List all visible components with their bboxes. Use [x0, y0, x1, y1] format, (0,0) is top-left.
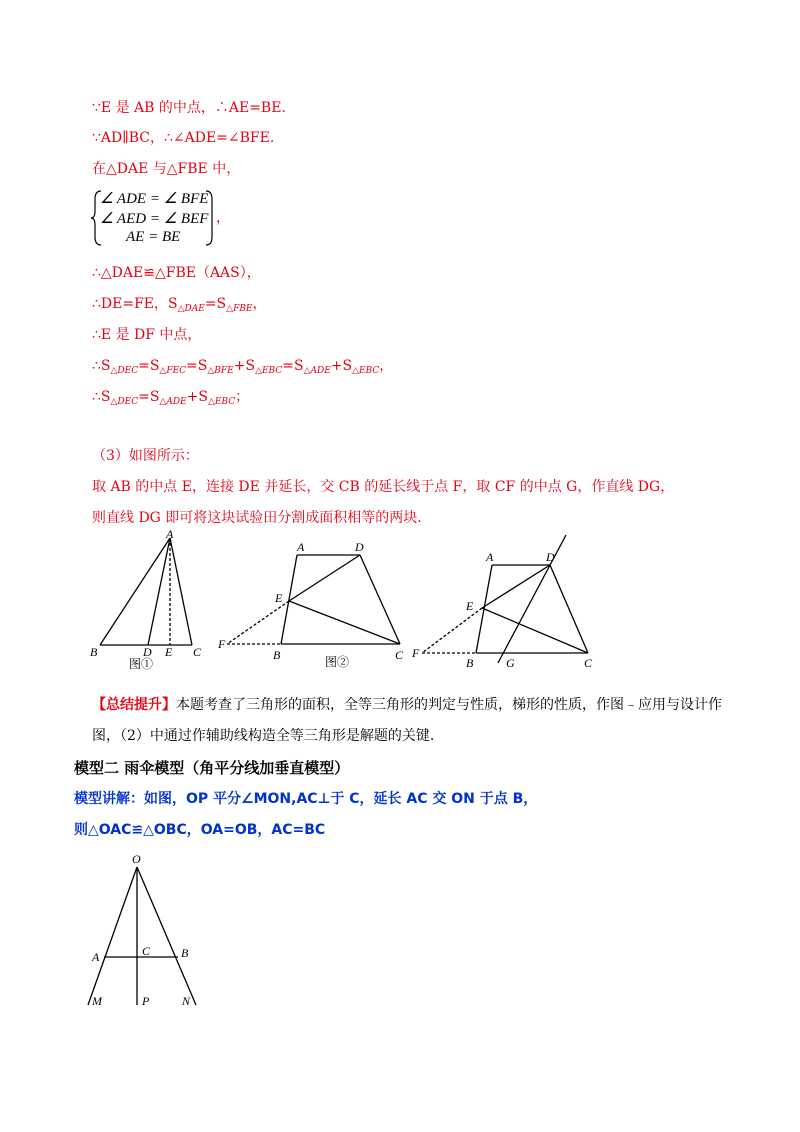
umbrella-figure — [80, 845, 210, 1015]
fig3-label: D — [546, 550, 555, 564]
fig2-caption: 图② — [325, 655, 350, 669]
umbrella-label: C — [142, 944, 151, 958]
proof-line-3: 在△DAE 与△FBE 中， — [92, 161, 241, 177]
part3-line-1: （3）如图所示： — [92, 448, 199, 464]
part3-line-2: 取 AB 的中点 E，连接 DE 并延长，交 CB 的延长线于点 F，取 CF 的中点 G，作直线 DG， — [92, 479, 675, 495]
part3-line-3: 则直线 DG 即可将这块试验田分割成面积相等的两块. — [92, 510, 422, 526]
model-line-1: 模型讲解：如图，OP 平分∠MON,AC⊥于 C，延长 AC 交 ON 于点 B， — [74, 791, 538, 807]
proof-line-8: $\therefore S_{\triangle DEC}=S_{\triangle ADE}+S_{\triangle EBC}$； — [92, 389, 250, 407]
fig3-label: A — [486, 550, 494, 564]
umbrella-label: P — [142, 994, 150, 1008]
fig1-label: E — [165, 645, 173, 659]
equation-system — [90, 187, 230, 249]
umbrella-label: O — [132, 852, 141, 866]
umbrella-label: M — [92, 994, 102, 1008]
proof-line-1: ∵E 是 AB 的中点，∴AE=BE. — [92, 100, 286, 116]
proof-line-6: ∴E 是 DF 中点， — [92, 327, 202, 343]
fig3-label: C — [584, 656, 593, 670]
umbrella-label: B — [181, 946, 189, 960]
system-comma: ， — [216, 210, 230, 226]
fig1-label: D — [143, 645, 152, 659]
fig1-label: A — [166, 528, 174, 541]
proof-line-2: ∵AD∥BC，∴∠ADE=∠BFE. — [92, 130, 275, 146]
umbrella-label: N — [182, 994, 191, 1008]
summary-tag: 【总结提升】 — [92, 697, 176, 713]
fig2-label: C — [395, 648, 404, 662]
figure-1 — [85, 528, 215, 673]
figure-2 — [215, 535, 410, 670]
fig1-caption: 图① — [129, 657, 154, 671]
proof-line-5: ∴DE=FE，$S_{\triangle DAE}=S_{\triangle FBE}$， — [92, 296, 267, 314]
fig2-label: E — [275, 591, 283, 605]
system-row-2: ∠ AED = ∠ BEF — [100, 211, 209, 227]
system-row-1: ∠ ADE = ∠ BFE — [100, 191, 209, 207]
fig2-label: B — [273, 648, 281, 662]
proof-line-7: $\therefore S_{\triangle DEC}=S_{\triangle FEC}=S_{\triangle BFE}+S_{\triangle EBC}=S_{\triangle ADE}+S_{\triangle EBC}$， — [92, 358, 394, 376]
fig2-label: A — [297, 540, 305, 554]
fig1-label: C — [193, 645, 202, 659]
fig3-label: G — [506, 656, 515, 670]
fig1-label: B — [90, 645, 98, 659]
summary-line-1: 【总结提升】本题考查了三角形的面积，全等三角形的判定与性质，梯形的性质，作图﹣应用与设计作 — [92, 697, 722, 713]
model-line-2: 则△OAC≌△OBC，OA=OB，AC=BC — [74, 822, 326, 838]
fig2-label: F — [218, 637, 226, 651]
figure-3 — [410, 533, 605, 673]
fig2-label: D — [355, 540, 364, 554]
fig3-label: F — [412, 646, 420, 660]
section-title: 模型二 雨伞模型（角平分线加垂直模型） — [74, 759, 350, 777]
system-row-3: AE = BE — [126, 229, 181, 245]
fig3-label: B — [466, 656, 474, 670]
fig3-label: E — [466, 599, 474, 613]
summary-line-2: 图，（2）中通过作辅助线构造全等三角形是解题的关键. — [92, 728, 435, 744]
proof-line-4: ∴△DAE≌△FBE（AAS）， — [92, 265, 261, 281]
umbrella-label: A — [92, 950, 100, 964]
